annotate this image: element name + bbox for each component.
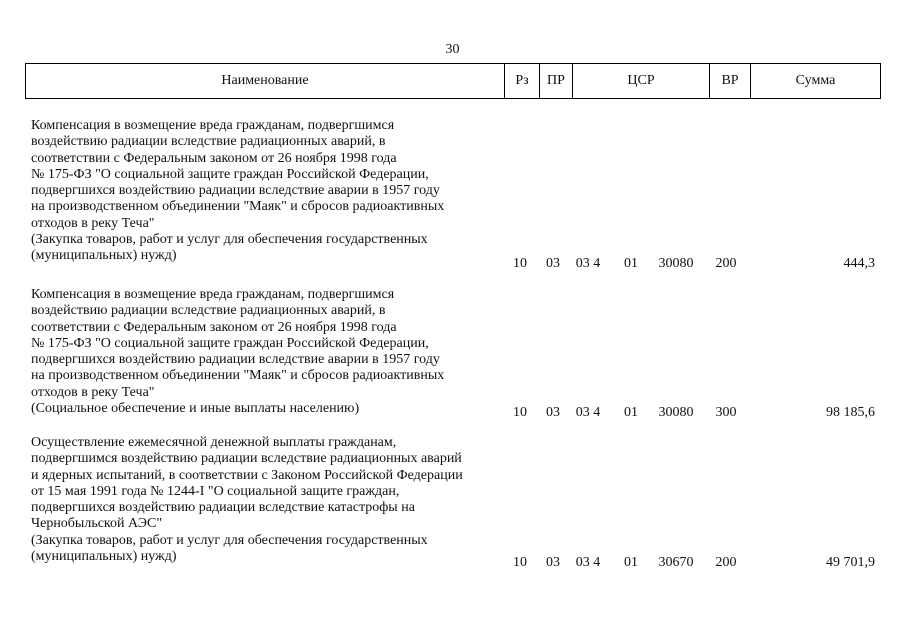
row-csr-direction: 30080 [658, 256, 694, 271]
header-csr: ЦСР [573, 64, 710, 99]
row-name: Компенсация в возмещение вреда гражданам, подвергшимся воздействию радиации вследствие радиационных аварий, в соответствии с Федеральным законом от 26 ноября 1998 года № 175-ФЗ "О социальной защите граждан Российской Федерации, подвергшихся воздействию радиации вследствие аварии в 1957 году на производственном объединении "Маяк" и сбросов радиоактивных отходов в реку Теча" (Социальное обеспечение и иные выплаты населению) [31, 287, 445, 417]
row-rz: 10 [513, 405, 527, 420]
row-csr-subprogram: 01 [624, 256, 638, 271]
header-name: Наименование [26, 64, 505, 99]
row-pr: 03 [546, 256, 560, 271]
row-sum: 98 185,6 [826, 405, 875, 420]
page-number: 30 [445, 42, 460, 57]
row-pr: 03 [546, 555, 560, 570]
row-csr-program: 03 4 [575, 405, 601, 420]
row-name: Компенсация в возмещение вреда гражданам, подвергшимся воздействию радиации вследствие радиационных аварий, в соответствии с Федеральным законом от 26 ноября 1998 года № 175-ФЗ "О социальной защите граждан Российской Федерации, подвергшихся воздействию радиации вследствие аварии в 1957 году на производственном объединении "Маяк" и сбросов радиоактивных отходов в реку Теча" (Закупка товаров, работ и услуг для обеспечения государственных (муниципальных) нужд) [31, 118, 445, 264]
row-vr: 200 [715, 256, 737, 271]
row-sum: 49 701,9 [826, 555, 875, 570]
row-name: Осуществление ежемесячной денежной выплаты гражданам, подвергшимся воздействию радиации вследствие радиационных аварий и ядерных испытаний, в соответствии с Законом Российской Федерации от 15 мая 1991 года № 1244-I "О социальной защите граждан, подвергшихся воздействию радиации вследствие катастрофы на Чернобыльской АЭС" (Закупка товаров, работ и услуг для обеспечения государственных (муниципальных) нужд) [31, 435, 463, 565]
header-pr: ПР [540, 64, 573, 99]
row-vr: 300 [715, 405, 737, 420]
row-sum: 444,3 [843, 256, 875, 271]
row-csr-direction: 30080 [658, 405, 694, 420]
row-rz: 10 [513, 256, 527, 271]
header-rz: Рз [505, 64, 540, 99]
header-sum: Сумма [751, 64, 881, 99]
row-vr: 200 [715, 555, 737, 570]
row-csr-program: 03 4 [575, 555, 601, 570]
row-pr: 03 [546, 405, 560, 420]
row-csr-subprogram: 01 [624, 555, 638, 570]
row-csr-program: 03 4 [575, 256, 601, 271]
row-rz: 10 [513, 555, 527, 570]
header-vr: ВР [710, 64, 751, 99]
row-csr-direction: 30670 [658, 555, 694, 570]
table-header [25, 63, 881, 99]
row-csr-subprogram: 01 [624, 405, 638, 420]
